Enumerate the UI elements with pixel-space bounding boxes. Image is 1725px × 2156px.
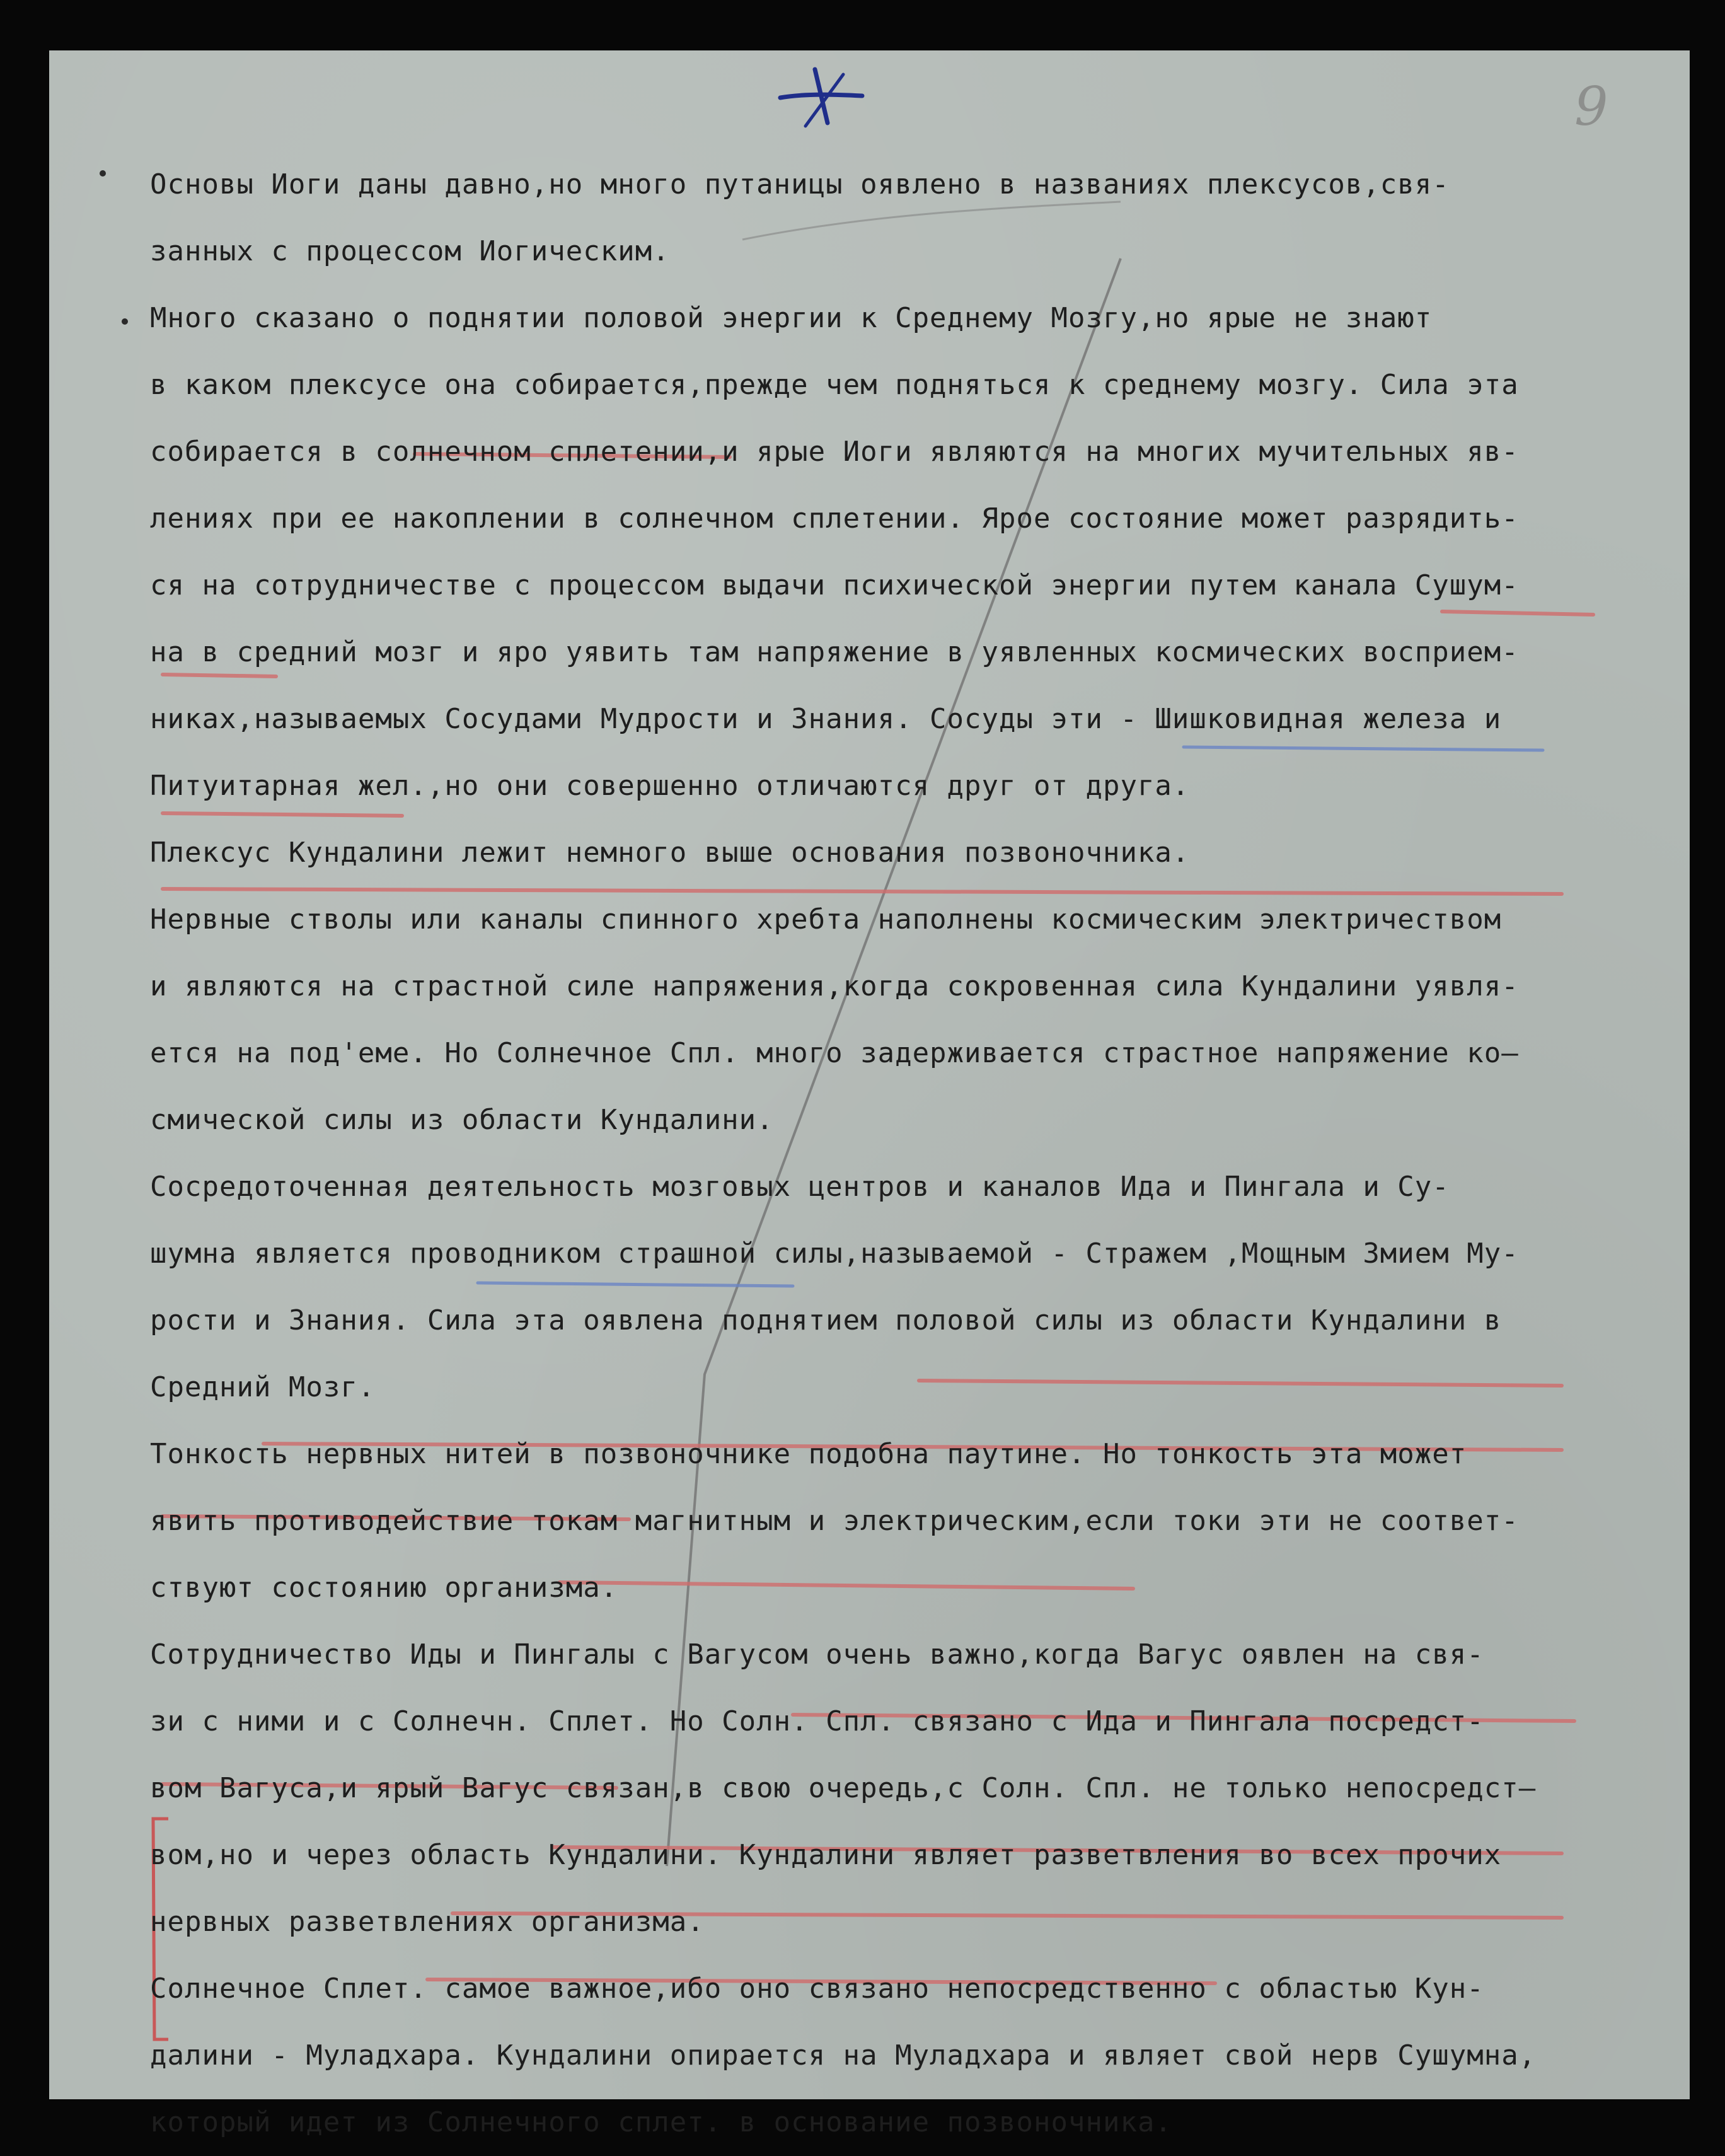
- text-line: Средний Мозг.: [150, 1371, 376, 1403]
- text-line: занных с процессом Иогическим.: [150, 235, 670, 267]
- text-line: который идет из Солнечного сплет. в основание позвоночника.: [150, 2106, 1172, 2138]
- text-line: зи с ними и с Солнечн. Сплет. Но Солн. Спл. связано с Ида и Пингала посредст-: [150, 1705, 1484, 1737]
- text-line: собирается в солнечном сплетении,и ярые Иоги являются на многих мучительных яв-: [150, 436, 1519, 468]
- typed-text-body: [150, 151, 1625, 2156]
- text-line: ся на сотрудничестве с процессом выдачи психической энергии путем канала Сушум-: [150, 569, 1519, 601]
- text-line: нервных разветвлениях организма.: [150, 1906, 705, 1938]
- text-line: Много сказано о поднятии половой энергии к Среднему Мозгу,но ярые не знают: [150, 302, 1433, 334]
- text-line: Плексус Кундалини лежит немного выше основания позвоночника.: [150, 837, 1190, 869]
- text-line: на в средний мозг и яро уявить там напряжение в уявленных космических восприем-: [150, 636, 1519, 668]
- text-line: шумна является проводником страшной силы,называемой - Стражем ,Мощным Змием Му-: [150, 1237, 1519, 1270]
- text-line: вом Вагуса,и ярый Вагус связан,в свою очередь,с Солн. Спл. не только непосредст—: [150, 1772, 1537, 1804]
- text-line: рости и Знания. Сила эта оявлена поднятием половой силы из области Кундалини в: [150, 1304, 1502, 1336]
- text-line: вом,но и через область Кундалини. Кундалини являет разветвления во всех прочих: [150, 1839, 1502, 1871]
- text-line: в каком плексусе она собирается,прежде чем подняться к среднему мозгу. Сила эта: [150, 369, 1519, 401]
- text-line: и являются на страстной силе напряжения,когда сокровенная сила Кундалини уявля-: [150, 970, 1519, 1002]
- text-line: Нервные стволы или каналы спинного хребта наполнены космическим электричеством: [150, 903, 1502, 936]
- text-line: смической силы из области Кундалини.: [150, 1104, 774, 1136]
- document-page: [49, 50, 1690, 2138]
- text-line: Основы Иоги даны давно,но много путаницы оявлено в названиях плексусов,свя-: [150, 168, 1450, 200]
- text-line: Тонкость нервных нитей в позвоночнике подобна паутине. Но тонкость эта может: [150, 1438, 1467, 1470]
- text-line: далини - Муладхара. Кундалини опирается на Муладхара и являет свой нерв Сушумна,: [150, 2039, 1537, 2072]
- text-line: Сосредоточенная деятельность мозговых центров и каналов Ида и Пингала и Су-: [150, 1171, 1450, 1203]
- text-line: явить противодействие токам магнитным и электрическим,если токи эти не соответ-: [150, 1505, 1519, 1537]
- text-line: Сотрудничество Иды и Пингалы с Вагусом очень важно,когда Вагус оявлен на свя-: [150, 1638, 1484, 1671]
- text-line: никах,называемых Сосудами Мудрости и Знания. Сосуды эти - Шишковидная железа и: [150, 703, 1502, 735]
- text-line: Питуитарная жел.,но они совершенно отличаются друг от друга.: [150, 770, 1190, 802]
- page-number: 9: [1574, 76, 1608, 137]
- text-line: ется на под'еме. Но Солнечное Спл. много задерживается страстное напряжение ко—: [150, 1037, 1519, 1069]
- text-line: Солнечное Сплет. самое важное,ибо оно связано непосредственно с областью Кун-: [150, 1973, 1484, 2005]
- text-line: ствуют состоянию организма.: [150, 1572, 618, 1604]
- text-line: лениях при ее накоплении в солнечном сплетении. Ярое состояние может разрядить-: [150, 502, 1519, 535]
